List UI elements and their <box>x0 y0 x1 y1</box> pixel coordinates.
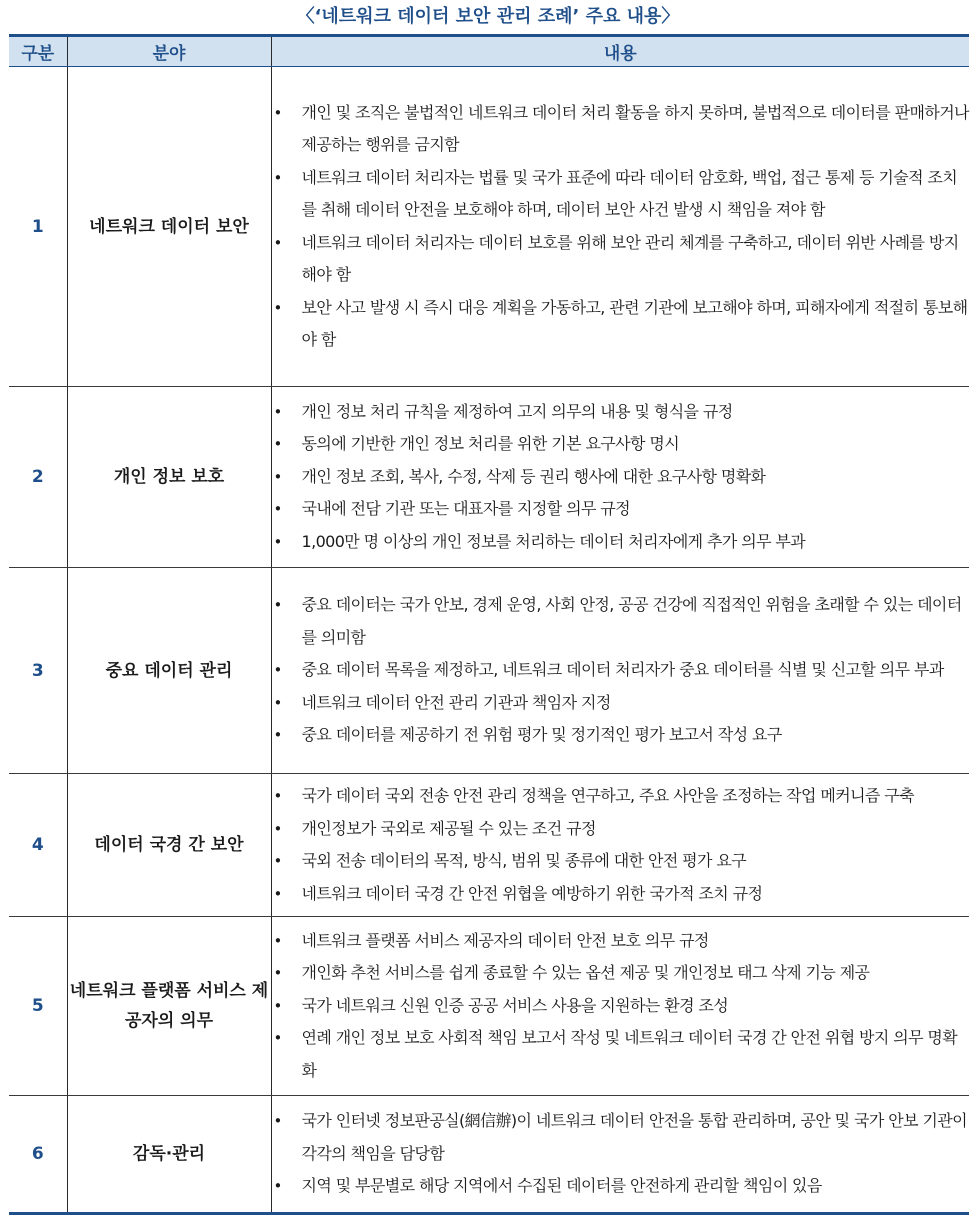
row-content <box>271 1096 969 1214</box>
table-row <box>9 568 969 774</box>
list-item <box>272 813 970 846</box>
bullet-icon: • <box>273 168 282 187</box>
row-number: 3 <box>9 568 67 774</box>
list-item <box>272 719 970 752</box>
bullet-icon: • <box>273 596 282 615</box>
list-item-text: 중요 데이터 목록을 제정하고, 네트워크 데이터 처리자가 중요 데이터를 식별 및 신고할 의무 부과 <box>301 660 944 680</box>
row-number: 5 <box>9 917 67 1096</box>
bullet-icon: • <box>273 726 282 745</box>
table-header-row <box>9 36 969 67</box>
list-item-text: 국가 인터넷 정보판공실(網信辦)이 네트워크 데이터 안전을 통합 관리하며, 공안 및 국가 안보 기관이 각각의 책임을 담당함 <box>301 1111 967 1163</box>
list-item-text: 네트워크 데이터 국경 간 안전 위협을 예방하기 위한 국가적 조치 규정 <box>301 883 763 903</box>
regulation-summary-table <box>9 34 969 1215</box>
bullet-icon: • <box>273 964 282 983</box>
list-item-text: 1,000만 명 이상의 개인 정보를 처리하는 데이터 처리자에게 추가 의무 부과 <box>301 531 806 551</box>
list-item-text: 보안 사고 발생 시 즉시 대응 계획을 가동하고, 관련 기관에 보고해야 하며, 피해자에게 적절히 통보해야 함 <box>301 297 968 349</box>
list-item <box>272 957 970 990</box>
list-item-text: 개인정보가 국외로 제공될 수 있는 조건 규정 <box>301 818 596 838</box>
bullet-icon: • <box>273 787 282 805</box>
list-item-text: 개인 정보 처리 규칙을 제정하여 고지 의무의 내용 및 형식을 규정 <box>301 401 733 421</box>
row-number: 6 <box>31 1144 44 1164</box>
list-item <box>272 1022 970 1087</box>
list-item-text: 개인화 추천 서비스를 쉽게 종료할 수 있는 옵션 제공 및 개인정보 태그 삭제 기능 제공 <box>301 963 870 983</box>
list-item <box>272 428 970 461</box>
bullet-icon: • <box>273 467 282 486</box>
list-item <box>272 780 970 813</box>
list-item-text: 네트워크 데이터 처리자는 데이터 보호를 위해 보안 관리 체계를 구축하고, 데이터 위반 사례를 방지해야 함 <box>301 232 959 284</box>
list-item <box>272 526 970 559</box>
list-item <box>272 1105 970 1170</box>
row-field: 감독·관리 <box>67 1096 271 1214</box>
content-list <box>272 1105 970 1203</box>
list-item <box>272 925 970 958</box>
row-field: 중요 데이터 관리 <box>67 568 271 774</box>
list-item-text: 개인 및 조직은 불법적인 네트워크 데이터 처리 활동을 하지 못하며, 불법적으로 데이터를 판매하거나 제공하는 행위를 금지함 <box>301 102 969 154</box>
table-row <box>9 67 969 387</box>
list-item-text: 네트워크 플랫폼 서비스 제공자의 데이터 안전 보호 의무 규정 <box>301 930 709 950</box>
bullet-icon: • <box>273 532 282 551</box>
list-item-text: 국가 네트워크 신원 인증 공공 서비스 사용을 지원하는 환경 조성 <box>301 995 729 1015</box>
header-no: 구분 <box>9 36 67 67</box>
content-list <box>272 589 970 752</box>
bullet-icon: • <box>273 819 282 838</box>
list-item-text: 중요 데이터는 국가 안보, 경제 운영, 사회 안정, 공공 건강에 직접적인 위험을 초래할 수 있는 데이터를 의미함 <box>301 595 962 647</box>
list-item-text: 중요 데이터를 제공하기 전 위험 평가 및 정기적인 평가 보고서 작성 요구 <box>301 725 782 745</box>
bullet-icon: • <box>273 1177 282 1196</box>
bullet-icon: • <box>273 103 282 122</box>
list-item <box>272 687 970 720</box>
row-number: 2 <box>9 387 67 568</box>
list-item <box>272 97 970 162</box>
list-item <box>272 1170 970 1203</box>
table-row <box>9 1096 969 1214</box>
bullet-icon: • <box>273 298 282 317</box>
list-item <box>272 845 970 878</box>
list-item-text: 국외 전송 데이터의 목적, 방식, 범위 및 종류에 대한 안전 평가 요구 <box>301 851 747 870</box>
table-row <box>9 774 969 917</box>
bullet-icon: • <box>273 996 282 1015</box>
bullet-icon: • <box>273 661 282 680</box>
bullet-icon: • <box>273 233 282 252</box>
table-body <box>9 67 969 1214</box>
row-content <box>271 917 969 1096</box>
row-number: 1 <box>9 67 67 387</box>
list-item <box>272 227 970 292</box>
bullet-icon: • <box>273 1029 282 1048</box>
header-field: 분야 <box>67 36 271 67</box>
row-field: 네트워크 플랫폼 서비스 제공자의 의무 <box>67 917 271 1096</box>
list-item <box>272 493 970 526</box>
row-number: 4 <box>9 774 67 917</box>
list-item-text: 국내에 전담 기관 또는 대표자를 지정할 의무 규정 <box>301 499 631 519</box>
list-item <box>272 990 970 1023</box>
row-field: 데이터 국경 간 보안 <box>67 774 271 917</box>
list-item <box>272 162 970 227</box>
list-item-text: 동의에 기반한 개인 정보 처리를 위한 기본 요구사항 명시 <box>301 434 680 454</box>
row-content <box>271 568 969 774</box>
list-item <box>272 589 970 654</box>
row-field: 네트워크 데이터 보안 <box>67 67 271 387</box>
bullet-icon: • <box>273 931 282 950</box>
table-title: 〈‘네트워크 데이터 보안 관리 조례’ 주요 내용〉 <box>296 6 680 27</box>
bullet-icon: • <box>273 402 282 421</box>
list-item-text: 지역 및 부문별로 해당 지역에서 수집된 데이터를 안전하게 관리할 책임이 있음 <box>301 1176 822 1196</box>
list-item <box>272 396 970 429</box>
bullet-icon: • <box>273 435 282 454</box>
content-list <box>272 396 970 559</box>
content-list <box>272 97 970 357</box>
list-item <box>272 461 970 494</box>
row-content <box>271 387 969 568</box>
bullet-icon: • <box>273 1112 282 1131</box>
bullet-icon: • <box>273 693 282 712</box>
bullet-icon: • <box>273 884 282 903</box>
list-item-text: 국가 데이터 국외 전송 안전 관리 정책을 연구하고, 주요 사안을 조정하는 작업 메커니즘 구축 <box>301 786 914 805</box>
bullet-icon: • <box>273 500 282 519</box>
content-list <box>272 925 970 1088</box>
bullet-icon: • <box>273 852 282 870</box>
content-list <box>272 780 970 910</box>
table-row <box>9 917 969 1096</box>
list-item-text: 개인 정보 조회, 복사, 수정, 삭제 등 권리 행사에 대한 요구사항 명확화 <box>301 466 766 486</box>
row-content <box>271 774 969 917</box>
row-content <box>271 67 969 387</box>
header-content: 내용 <box>271 36 969 67</box>
list-item <box>272 654 970 687</box>
list-item-text: 네트워크 데이터 안전 관리 기관과 책임자 지정 <box>301 692 611 712</box>
table-row <box>9 387 969 568</box>
list-item-text: 연례 개인 정보 보호 사회적 책임 보고서 작성 및 네트워크 데이터 국경 간 안전 위협 방지 의무 명확화 <box>301 1028 958 1080</box>
row-field: 개인 정보 보호 <box>67 387 271 568</box>
list-item-text: 네트워크 데이터 처리자는 법률 및 국가 표준에 따라 데이터 암호화, 백업, 접근 통제 등 기술적 조치를 취해 데이터 안전을 보호해야 하며, 데이터 보안 사건 발생 시 책임을 져야 함 <box>301 167 958 219</box>
list-item <box>272 292 970 357</box>
list-item <box>272 878 970 911</box>
